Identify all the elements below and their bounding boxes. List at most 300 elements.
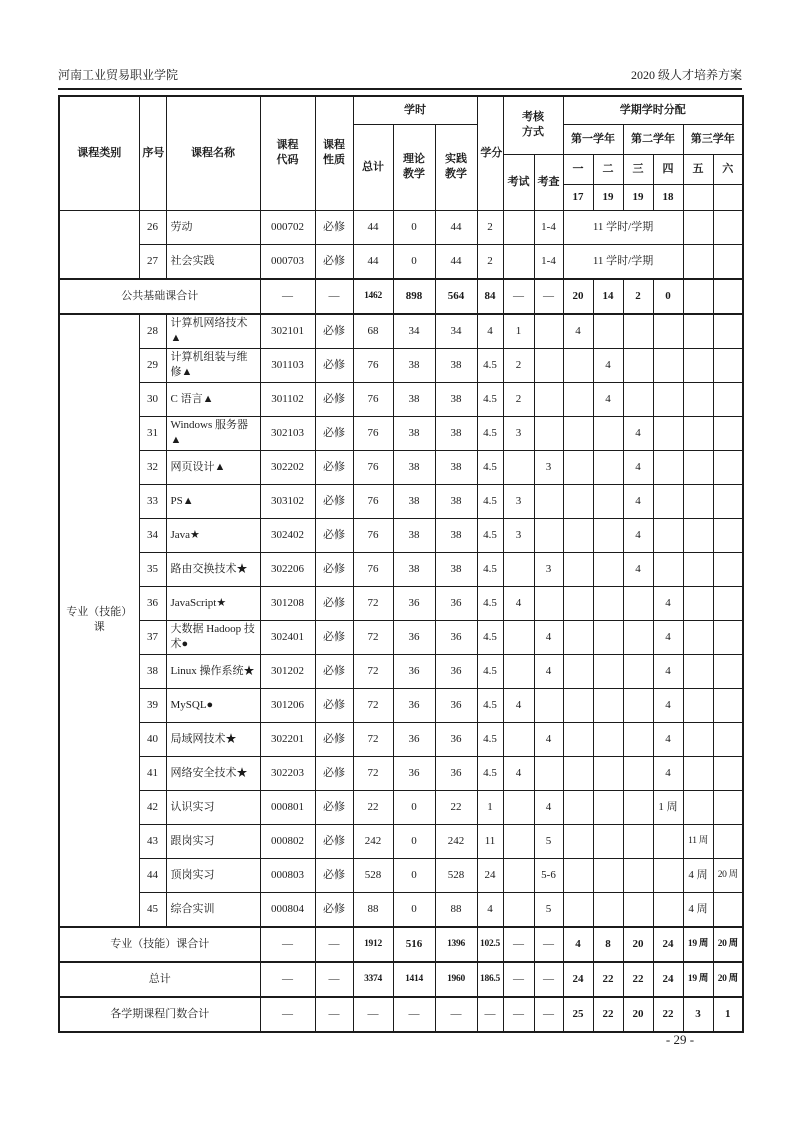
total-nature: — xyxy=(315,279,353,314)
cell-hours-total: 22 xyxy=(353,790,393,824)
cell-nature: 必修 xyxy=(315,688,353,722)
cell-nature: 必修 xyxy=(315,620,353,654)
cell-sem-4 xyxy=(653,416,683,450)
cell-credit: 4 xyxy=(477,314,503,349)
header-group-assessment-label: 考核方式 xyxy=(522,111,544,139)
cell-exam: 3 xyxy=(503,416,534,450)
cell-credit: 4.5 xyxy=(477,382,503,416)
total-code: — xyxy=(260,279,315,314)
cell-exam xyxy=(503,892,534,927)
course-row-32 xyxy=(59,450,743,484)
total-label: 公共基础课合计 xyxy=(59,279,260,314)
cell-sem-4 xyxy=(653,552,683,586)
total-check: — xyxy=(534,962,563,997)
cell-nature: 必修 xyxy=(315,244,353,279)
cell-course-name: 顶岗实习 xyxy=(166,858,260,892)
total-nature: — xyxy=(315,962,353,997)
cell-nature: 必修 xyxy=(315,416,353,450)
cell-sem-2 xyxy=(593,892,623,927)
course-row-26 xyxy=(59,210,743,244)
total-theory: 1414 xyxy=(393,962,435,997)
cell-nature: 必修 xyxy=(315,450,353,484)
cell-no: 42 xyxy=(139,790,166,824)
cell-check: 4 xyxy=(534,620,563,654)
cell-nature: 必修 xyxy=(315,382,353,416)
cell-exam xyxy=(503,654,534,688)
cell-credit: 24 xyxy=(477,858,503,892)
total-practice: 1960 xyxy=(435,962,477,997)
course-row-37 xyxy=(59,620,743,654)
cell-check xyxy=(534,756,563,790)
total-sem-6: 20 周 xyxy=(713,962,743,997)
header-cell-weeks-6 xyxy=(713,184,743,210)
cell-no: 41 xyxy=(139,756,166,790)
cell-code: 302201 xyxy=(260,722,315,756)
cell-course-name: 综合实训 xyxy=(166,892,260,927)
cell-hours-theory: 38 xyxy=(393,416,435,450)
cell-check: 4 xyxy=(534,790,563,824)
cell-nature: 必修 xyxy=(315,348,353,382)
cell-course-name: Windows 服务器▲ xyxy=(166,416,260,450)
total-sem-4: 24 xyxy=(653,927,683,962)
cell-sem-3 xyxy=(623,892,653,927)
cell-check xyxy=(534,688,563,722)
cell-no: 29 xyxy=(139,348,166,382)
header-cell-sem-4: 四 xyxy=(653,154,683,184)
cell-code: 000703 xyxy=(260,244,315,279)
cell-sem-1 xyxy=(563,892,593,927)
header-group-hours: 学时 xyxy=(353,96,477,124)
course-row-41 xyxy=(59,756,743,790)
total-sem-4: 0 xyxy=(653,279,683,314)
cell-course-name: C 语言▲ xyxy=(166,382,260,416)
total-sem-3: 22 xyxy=(623,962,653,997)
header-school-name: 河南工业贸易职业学院 xyxy=(58,68,179,82)
cell-sem-5 xyxy=(683,416,713,450)
header-cell-exam xyxy=(503,154,534,210)
cell-sem-3 xyxy=(623,382,653,416)
cell-no: 38 xyxy=(139,654,166,688)
cell-sem-5 xyxy=(683,722,713,756)
total-sem-3: 2 xyxy=(623,279,653,314)
header-cell-sem-5: 五 xyxy=(683,154,713,184)
cell-sem-6 xyxy=(713,620,743,654)
cell-hours-total: 76 xyxy=(353,518,393,552)
cell-nature: 必修 xyxy=(315,518,353,552)
cell-exam: 3 xyxy=(503,518,534,552)
cell-hours-theory: 0 xyxy=(393,790,435,824)
cell-sem-1 xyxy=(563,790,593,824)
cell-exam: 2 xyxy=(503,382,534,416)
cell-sem-5 xyxy=(683,552,713,586)
cell-sem-5 xyxy=(683,654,713,688)
cell-check: 1-4 xyxy=(534,244,563,279)
total-sem-3: 20 xyxy=(623,997,653,1032)
total-label: 专业（技能）课合计 xyxy=(59,927,260,962)
table-head xyxy=(59,96,743,210)
total-exam: — xyxy=(503,279,534,314)
total-total: 3374 xyxy=(353,962,393,997)
cell-code: 301103 xyxy=(260,348,315,382)
cell-sem-3 xyxy=(623,688,653,722)
cell-check xyxy=(534,416,563,450)
cell-hours-theory: 38 xyxy=(393,382,435,416)
header-plan-title: 2020 级人才培养方案 xyxy=(630,68,742,82)
header-cell-weeks-1: 17 xyxy=(563,184,593,210)
total-total: 1912 xyxy=(353,927,393,962)
cell-hours-theory: 0 xyxy=(393,824,435,858)
header-cell-name: 课程名称 xyxy=(166,96,260,210)
cell-sem-2: 4 xyxy=(593,382,623,416)
cell-sem-3 xyxy=(623,654,653,688)
cell-credit: 2 xyxy=(477,244,503,279)
total-code: — xyxy=(260,997,315,1032)
cell-code: 302206 xyxy=(260,552,315,586)
cell-hours-theory: 38 xyxy=(393,450,435,484)
cell-check xyxy=(534,484,563,518)
total-sem-1: 20 xyxy=(563,279,593,314)
cell-code: 301208 xyxy=(260,586,315,620)
cell-nature: 必修 xyxy=(315,552,353,586)
total-sem-4: 24 xyxy=(653,962,683,997)
cell-no: 39 xyxy=(139,688,166,722)
total-row xyxy=(59,997,743,1032)
cell-sem-2 xyxy=(593,416,623,450)
cell-no: 35 xyxy=(139,552,166,586)
cell-hours-theory: 0 xyxy=(393,244,435,279)
cell-no: 43 xyxy=(139,824,166,858)
total-row xyxy=(59,962,743,997)
cell-nature: 必修 xyxy=(315,756,353,790)
cell-course-name: 劳动 xyxy=(166,210,260,244)
cell-hours-theory: 36 xyxy=(393,586,435,620)
total-sem-2: 22 xyxy=(593,962,623,997)
cell-nature: 必修 xyxy=(315,892,353,927)
cell-hours-total: 76 xyxy=(353,416,393,450)
cell-hours-practice: 38 xyxy=(435,416,477,450)
cell-no: 32 xyxy=(139,450,166,484)
cell-hours-total: 72 xyxy=(353,620,393,654)
cell-sem-6 xyxy=(713,892,743,927)
cell-sem-5 xyxy=(683,586,713,620)
cell-sem-6 xyxy=(713,654,743,688)
cell-sem-4 xyxy=(653,382,683,416)
total-nature: — xyxy=(315,927,353,962)
cell-hours-practice: 38 xyxy=(435,484,477,518)
header-cell-check xyxy=(534,154,563,210)
header-cell-weeks-2: 19 xyxy=(593,184,623,210)
curriculum-table xyxy=(58,95,744,1033)
cell-sem-3 xyxy=(623,348,653,382)
cell-sem-6 xyxy=(713,756,743,790)
cell-nature: 必修 xyxy=(315,654,353,688)
cell-sem-3: 4 xyxy=(623,484,653,518)
cell-sem-4 xyxy=(653,892,683,927)
course-row-45 xyxy=(59,892,743,927)
total-theory: — xyxy=(393,997,435,1032)
cell-course-name: 计算机组装与维修▲ xyxy=(166,348,260,382)
total-sem-1: 24 xyxy=(563,962,593,997)
cell-course-name: 计算机网络技术▲ xyxy=(166,314,260,349)
cell-sem-1 xyxy=(563,450,593,484)
cell-sem-4 xyxy=(653,450,683,484)
cell-sem-3: 4 xyxy=(623,552,653,586)
cell-sem-4: 4 xyxy=(653,722,683,756)
total-nature: — xyxy=(315,997,353,1032)
total-credit: 186.5 xyxy=(477,962,503,997)
header-cell-hours-practice-label: 实践教学 xyxy=(444,153,467,180)
cell-sem-6 xyxy=(713,244,743,279)
cell-sem-4: 4 xyxy=(653,654,683,688)
cell-hours-theory: 0 xyxy=(393,892,435,927)
category-cell xyxy=(59,210,139,279)
cell-sem-6 xyxy=(713,722,743,756)
cell-sem-5 xyxy=(683,688,713,722)
cell-sem-4 xyxy=(653,858,683,892)
cell-sem-3: 4 xyxy=(623,450,653,484)
cell-hours-theory: 36 xyxy=(393,654,435,688)
total-row xyxy=(59,927,743,962)
cell-sem-6 xyxy=(713,484,743,518)
header-cell-credit-label: 学分 xyxy=(480,146,503,159)
cell-no: 40 xyxy=(139,722,166,756)
header-cell-sem-3: 三 xyxy=(623,154,653,184)
cell-hours-practice: 44 xyxy=(435,244,477,279)
cell-sem-1 xyxy=(563,518,593,552)
cell-code: 000801 xyxy=(260,790,315,824)
total-total: — xyxy=(353,997,393,1032)
cell-exam: 4 xyxy=(503,756,534,790)
cell-sem-4 xyxy=(653,824,683,858)
total-sem-2: 22 xyxy=(593,997,623,1032)
cell-credit: 4.5 xyxy=(477,688,503,722)
cell-hours-practice: 34 xyxy=(435,314,477,349)
cell-course-name: 局域网技术★ xyxy=(166,722,260,756)
cell-sem-1 xyxy=(563,382,593,416)
total-practice: — xyxy=(435,997,477,1032)
cell-check xyxy=(534,348,563,382)
cell-credit: 4.5 xyxy=(477,348,503,382)
cell-code: 000804 xyxy=(260,892,315,927)
cell-hours-total: 44 xyxy=(353,210,393,244)
header-cell-sem-2: 二 xyxy=(593,154,623,184)
cell-no: 44 xyxy=(139,858,166,892)
total-sem-3: 20 xyxy=(623,927,653,962)
cell-no: 36 xyxy=(139,586,166,620)
cell-sem-3 xyxy=(623,620,653,654)
cell-sem-1 xyxy=(563,688,593,722)
cell-hours-practice: 36 xyxy=(435,688,477,722)
cell-hours-practice: 22 xyxy=(435,790,477,824)
course-row-35 xyxy=(59,552,743,586)
total-sem-1: 4 xyxy=(563,927,593,962)
cell-hours-total: 72 xyxy=(353,722,393,756)
total-label: 总计 xyxy=(59,962,260,997)
cell-sem-2 xyxy=(593,552,623,586)
cell-sem-6 xyxy=(713,688,743,722)
cell-sem-1 xyxy=(563,824,593,858)
header-cell-hours-practice xyxy=(435,124,477,210)
header-cell-year3: 第三学年 xyxy=(683,124,743,154)
header-cell-hours-theory-label: 理论教学 xyxy=(402,153,425,180)
cell-credit: 4.5 xyxy=(477,620,503,654)
cell-check xyxy=(534,518,563,552)
cell-nature: 必修 xyxy=(315,858,353,892)
cell-nature: 必修 xyxy=(315,824,353,858)
cell-hours-theory: 38 xyxy=(393,552,435,586)
cell-course-name: 社会实践 xyxy=(166,244,260,279)
cell-sem-2 xyxy=(593,654,623,688)
cell-course-name: JavaScript★ xyxy=(166,586,260,620)
cell-no: 26 xyxy=(139,210,166,244)
cell-sem-6 xyxy=(713,518,743,552)
header-cell-category: 课程类别 xyxy=(59,96,139,210)
cell-sem-4: 4 xyxy=(653,620,683,654)
cell-sem-5 xyxy=(683,450,713,484)
cell-sem-5 xyxy=(683,620,713,654)
cell-sem-6 xyxy=(713,824,743,858)
cell-check: 1-4 xyxy=(534,210,563,244)
cell-hours-total: 76 xyxy=(353,484,393,518)
cell-check: 3 xyxy=(534,450,563,484)
header-cell-nature xyxy=(315,96,353,210)
course-row-34 xyxy=(59,518,743,552)
cell-sem-4: 4 xyxy=(653,586,683,620)
cell-nature: 必修 xyxy=(315,314,353,349)
cell-hours-theory: 38 xyxy=(393,518,435,552)
total-sem-6: 20 周 xyxy=(713,927,743,962)
cell-credit: 4.5 xyxy=(477,416,503,450)
cell-code: 000803 xyxy=(260,858,315,892)
cell-sem-4 xyxy=(653,314,683,349)
cell-course-name: 认识实习 xyxy=(166,790,260,824)
cell-exam xyxy=(503,790,534,824)
cell-sem-1 xyxy=(563,416,593,450)
cell-sem-3 xyxy=(623,824,653,858)
cell-exam: 3 xyxy=(503,484,534,518)
header-cell-exam-label: 考试 xyxy=(507,175,530,188)
total-exam: — xyxy=(503,997,534,1032)
header-cell-weeks-5 xyxy=(683,184,713,210)
cell-hours-theory: 36 xyxy=(393,620,435,654)
cell-hours-total: 76 xyxy=(353,382,393,416)
page-number: - 29 - xyxy=(665,1032,695,1047)
cell-hours-practice: 528 xyxy=(435,858,477,892)
cell-no: 33 xyxy=(139,484,166,518)
cell-sem-6 xyxy=(713,314,743,349)
cell-hours-total: 72 xyxy=(353,756,393,790)
cell-check: 4 xyxy=(534,722,563,756)
cell-code: 301206 xyxy=(260,688,315,722)
total-credit: — xyxy=(477,997,503,1032)
cell-course-name: PS▲ xyxy=(166,484,260,518)
cell-check: 4 xyxy=(534,654,563,688)
total-exam: — xyxy=(503,927,534,962)
cell-exam xyxy=(503,858,534,892)
total-exam: — xyxy=(503,962,534,997)
cell-sem-3: 4 xyxy=(623,416,653,450)
cell-sem-5 xyxy=(683,484,713,518)
cell-credit: 4.5 xyxy=(477,484,503,518)
cell-hours-practice: 38 xyxy=(435,518,477,552)
cell-sem-4 xyxy=(653,484,683,518)
document-header xyxy=(58,66,742,90)
cell-exam xyxy=(503,722,534,756)
cell-hours-theory: 36 xyxy=(393,688,435,722)
header-group-assessment xyxy=(503,96,563,154)
cell-sem-5 xyxy=(683,790,713,824)
cell-check xyxy=(534,586,563,620)
cell-sem-1 xyxy=(563,858,593,892)
cell-sem-1 xyxy=(563,756,593,790)
cell-hours-theory: 38 xyxy=(393,348,435,382)
header-cell-year1: 第一学年 xyxy=(563,124,623,154)
header-cell-weeks-3: 19 xyxy=(623,184,653,210)
cell-sem-4 xyxy=(653,348,683,382)
course-row-40 xyxy=(59,722,743,756)
course-row-27 xyxy=(59,244,743,279)
course-row-29 xyxy=(59,348,743,382)
cell-sem-6 xyxy=(713,790,743,824)
cell-no: 27 xyxy=(139,244,166,279)
cell-sem-5: 4 周 xyxy=(683,892,713,927)
cell-course-name: 大数据 Hadoop 技术● xyxy=(166,620,260,654)
cell-sem-5 xyxy=(683,244,713,279)
cell-check: 3 xyxy=(534,552,563,586)
cell-hours-practice: 36 xyxy=(435,756,477,790)
total-practice: 564 xyxy=(435,279,477,314)
cell-credit: 4.5 xyxy=(477,552,503,586)
cell-check: 5 xyxy=(534,824,563,858)
course-row-39 xyxy=(59,688,743,722)
cell-no: 31 xyxy=(139,416,166,450)
cell-sem-2 xyxy=(593,790,623,824)
cell-exam: 4 xyxy=(503,688,534,722)
cell-code: 302202 xyxy=(260,450,315,484)
cell-course-name: 网页设计▲ xyxy=(166,450,260,484)
cell-hours-theory: 36 xyxy=(393,722,435,756)
total-credit: 102.5 xyxy=(477,927,503,962)
cell-sem-2 xyxy=(593,484,623,518)
cell-sem-2 xyxy=(593,824,623,858)
cell-sem-merged: 11 学时/学期 xyxy=(563,210,683,244)
cell-sem-3 xyxy=(623,756,653,790)
cell-sem-4: 1 周 xyxy=(653,790,683,824)
total-code: — xyxy=(260,962,315,997)
cell-sem-5 xyxy=(683,382,713,416)
cell-hours-practice: 38 xyxy=(435,382,477,416)
header-cell-sem-1: 一 xyxy=(563,154,593,184)
cell-sem-3 xyxy=(623,586,653,620)
cell-sem-2 xyxy=(593,314,623,349)
cell-sem-5: 11 周 xyxy=(683,824,713,858)
cell-credit: 4.5 xyxy=(477,756,503,790)
cell-code: 301102 xyxy=(260,382,315,416)
cell-sem-3 xyxy=(623,314,653,349)
cell-sem-1: 4 xyxy=(563,314,593,349)
course-row-42 xyxy=(59,790,743,824)
cell-sem-6: 20 周 xyxy=(713,858,743,892)
cell-hours-practice: 38 xyxy=(435,552,477,586)
total-sem-1: 25 xyxy=(563,997,593,1032)
header-cell-check-label: 考查 xyxy=(537,175,560,188)
cell-hours-practice: 38 xyxy=(435,450,477,484)
total-theory: 898 xyxy=(393,279,435,314)
cell-credit: 11 xyxy=(477,824,503,858)
cell-sem-2 xyxy=(593,722,623,756)
header-row-1 xyxy=(59,96,743,124)
total-sem-5: 19 周 xyxy=(683,962,713,997)
